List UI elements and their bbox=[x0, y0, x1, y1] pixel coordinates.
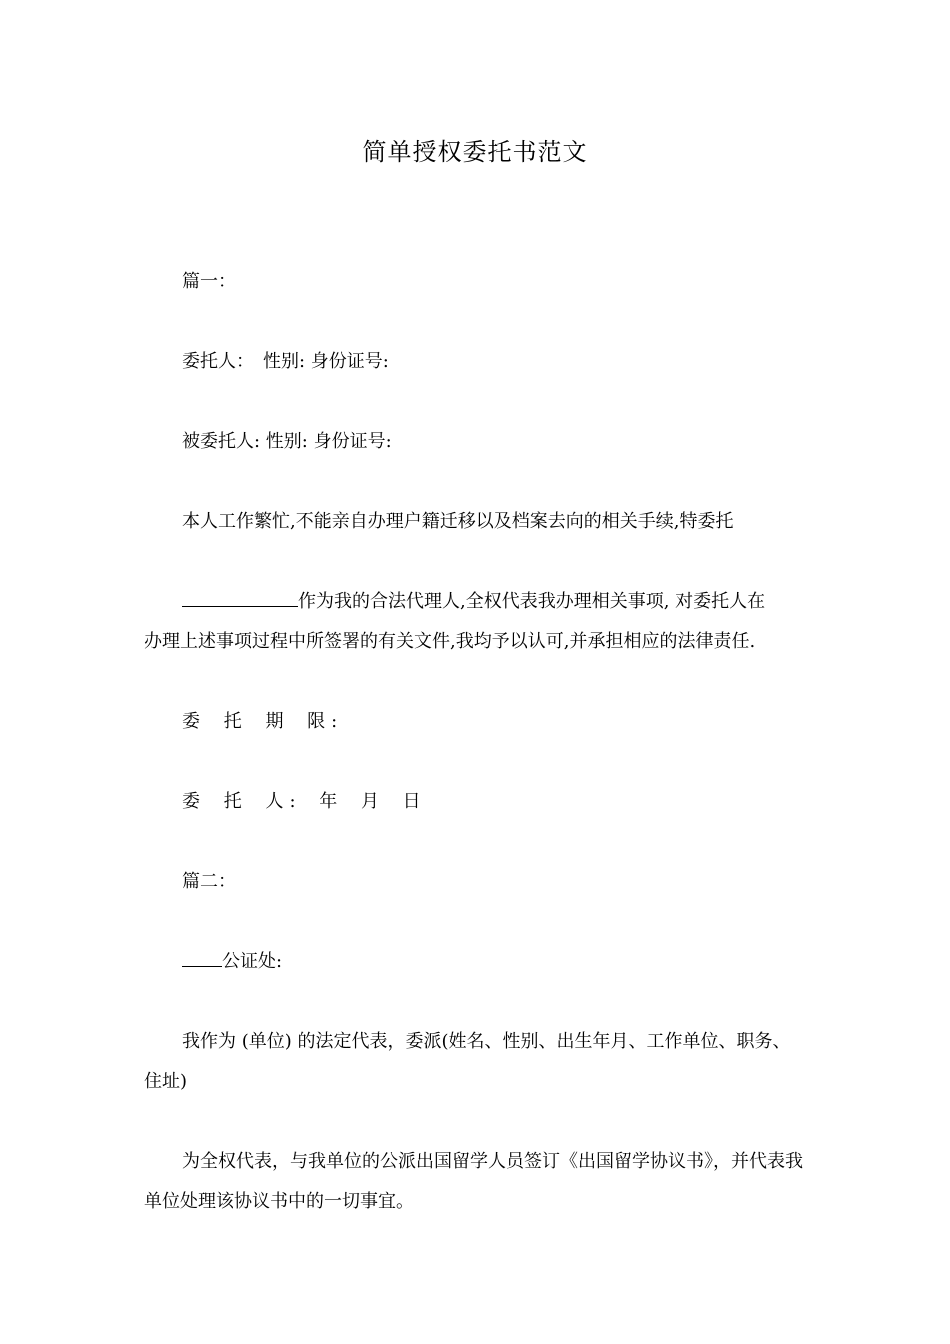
notary-label: 公证处: bbox=[222, 951, 283, 972]
agent-line: 被委托人: 性别: 身份证号: bbox=[182, 431, 392, 452]
authorization-paragraph: 为全权代表，与我单位的公派出国留学人员签订《出国留学协议书》，并代表我单位处理该协议书中的一切事宜。 bbox=[144, 1151, 803, 1212]
signature-line: 委 托 人: 年 月 日 bbox=[182, 791, 427, 812]
statement-line-2: 作为我的合法代理人,全权代表我办理相关事项, 对委托人在 bbox=[298, 591, 766, 612]
section2-heading: 篇二： bbox=[182, 871, 236, 892]
appointment-paragraph: 我作为 (单位) 的法定代表，委派(姓名、性别、出生年月、工作单位、职务、住址) bbox=[144, 1031, 791, 1092]
principal-line: 委托人： 性别: 身份证号: bbox=[182, 351, 389, 372]
statement-line-1: 本人工作繁忙,不能亲自办理户籍迁移以及档案去向的相关手续,特委托 bbox=[182, 511, 734, 532]
statement-paragraph bbox=[144, 582, 804, 622]
section1-heading: 篇一： bbox=[182, 271, 236, 292]
statement-line-3: 办理上述事项过程中所签署的有关文件,我均予以认可,并承担相应的法律责任. bbox=[144, 631, 756, 652]
notary-name-blank[interactable] bbox=[182, 944, 222, 967]
notary-line bbox=[144, 942, 804, 982]
document-title: 简单授权委托书范文 bbox=[362, 138, 588, 166]
term-label: 委 托 期 限: bbox=[182, 711, 344, 732]
agent-name-blank[interactable] bbox=[182, 584, 298, 607]
